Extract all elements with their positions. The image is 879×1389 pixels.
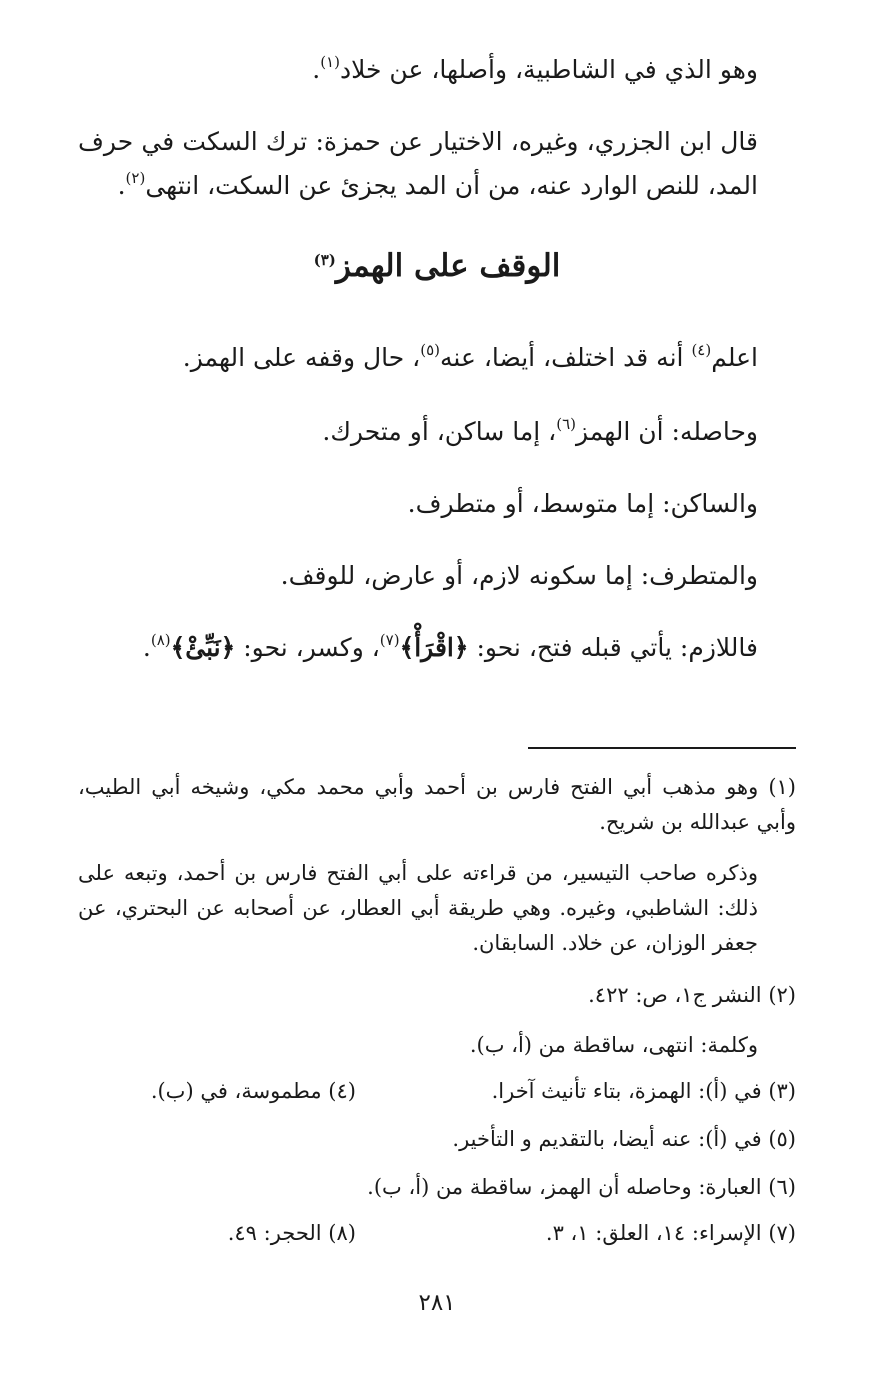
- footnote-7: (٧) الإسراء: ١٤، العلق: ١، ٣.: [545, 1221, 796, 1245]
- paragraph-ibn-jazari: قال ابن الجزري، وغيره، الاختيار عن حمزة: ترك السكت في حرف المد، للنص الوارد عنه، من أن المد يجزئ عن السكت، انتهى$^{(٢)}$.: [78, 127, 758, 200]
- paragraph-sakin: والساكن: إما متوسط، أو متطرف.: [407, 489, 758, 518]
- footnote-ref-2[interactable]: (٢): [125, 169, 146, 187]
- quran-word-iqra: ﴿اقْرَأْ﴾: [399, 633, 469, 662]
- footnote-8: (٨) الحجر: ٤٩.: [227, 1221, 356, 1245]
- paragraph-lazim: فاللازم: يأتي قبله فتح، نحو: ﴿اقْرَأْ﴾$^{(٧)}$، وكسر، نحو: ﴿نَبِّئْ﴾$^{(٨)}$.: [142, 631, 758, 662]
- footnote-2-continuation: وكلمة: انتهى، ساقطة من (أ، ب).: [469, 1033, 758, 1057]
- footnote-4: (٤) مطموسة، في (ب).: [150, 1079, 356, 1103]
- paragraph-mutatarrif: والمتطرف: إما سكونه لازم، أو عارض، للوقف.: [280, 561, 758, 590]
- footnote-6: (٦) العبارة: وحاصله أن الهمز، ساقطة من (أ، ب).: [367, 1175, 796, 1199]
- footnote-ref-3[interactable]: (٣): [313, 251, 336, 269]
- footnote-ref-6[interactable]: (٦): [556, 415, 576, 433]
- footnote-separator: [528, 747, 796, 749]
- footnote-3: (٣) في (أ): الهمزة، بتاء تأنيث آخرا.: [491, 1079, 796, 1103]
- footnote-row-3-4: [78, 1074, 796, 1109]
- page-number: ٢٨١: [418, 1290, 456, 1316]
- footnote-5: (٥) في (أ): عنه أيضا، بالتقديم و التأخير.: [452, 1127, 796, 1151]
- footnote-1-continuation: وذكره صاحب التيسير، من قراءته على أبي الفتح فارس بن أحمد، وتبعه على ذلك: الشاطبي، وغيره. وهي طريقة أبي العطار، عن أصحابه عن البحتري، عن جعفر الوزان، عن خلاد. السابقان.: [78, 861, 758, 955]
- footnote-2: (٢) النشر ج١، ص: ٤٢٢.: [588, 983, 796, 1007]
- footnote-ref-1[interactable]: (١): [320, 53, 340, 71]
- paragraph-khallad: وهو الذي في الشاطبية، وأصلها، عن خلاد$^{(١)}$.: [312, 53, 758, 84]
- footnote-ref-5[interactable]: (٥): [420, 341, 441, 359]
- book-page: [78, 0, 796, 1389]
- quran-word-nabbi: ﴿نَبِّئْ﴾: [170, 633, 236, 662]
- paragraph-hasiluh: وحاصله: أن الهمز$^{(٦)}$، إما ساكن، أو متحرك.: [322, 415, 758, 446]
- footnote-ref-7[interactable]: (٧): [379, 631, 400, 649]
- footnote-1: (١) وهو مذهب أبي الفتح فارس بن أحمد وأبي محمد مكي، وشيخه أبي الطيب، وأبي عبدالله بن شريح.: [78, 775, 796, 834]
- footnote-ref-4[interactable]: (٤): [691, 341, 712, 359]
- footnote-row-7-8: [78, 1216, 796, 1251]
- section-heading: الوقف على الهمز$^{(٣)}$: [313, 248, 561, 284]
- paragraph-ikhtilaf: اعلم$^{(٤)}$ أنه قد اختلف، أيضا، عنه$^{(٥)}$، حال وقفه على الهمز.: [182, 341, 758, 372]
- footnote-ref-8[interactable]: (٨): [150, 631, 171, 649]
